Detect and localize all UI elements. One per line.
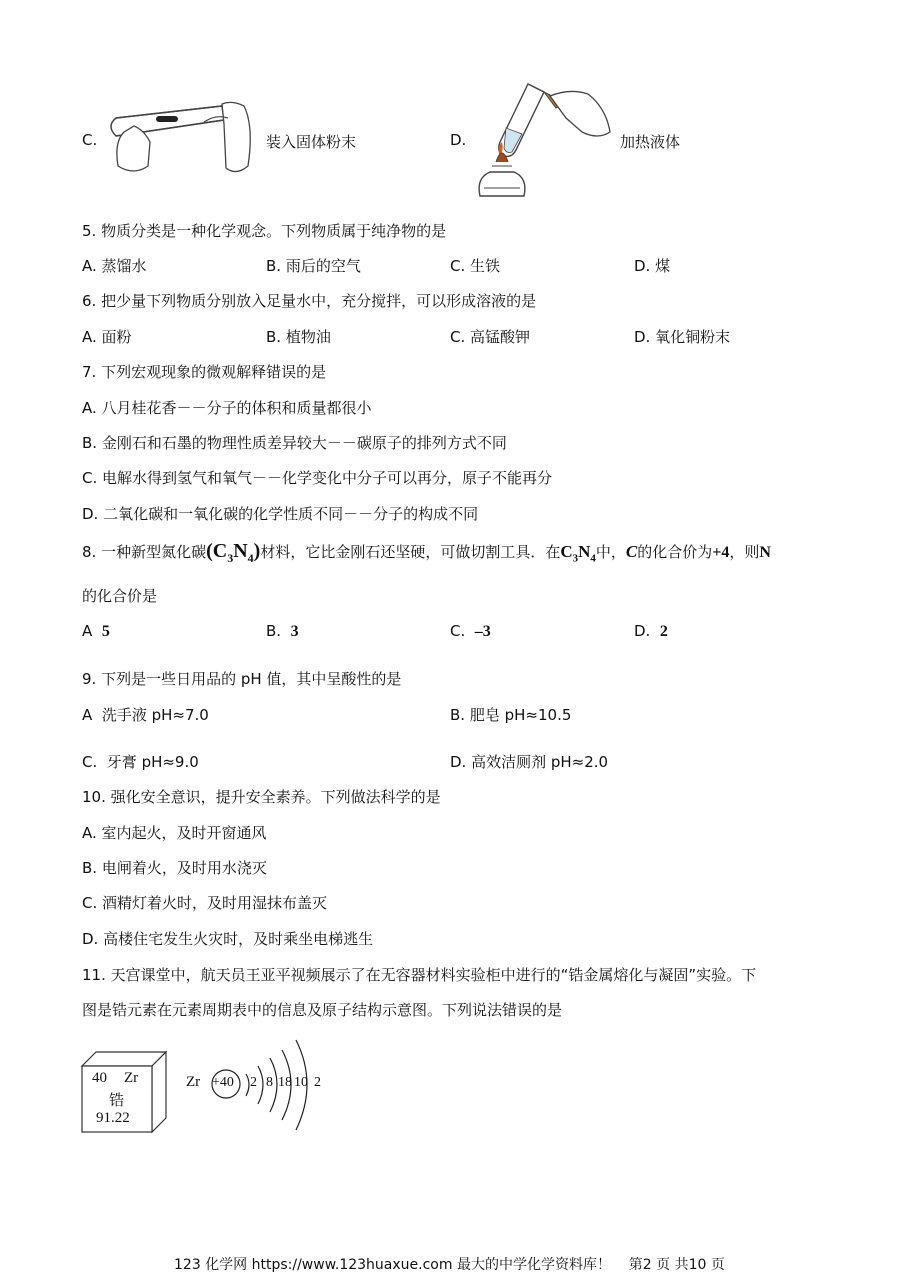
q8-formula-inline: $C_3N_4$ [560, 542, 596, 565]
q9-option-c-text: 牙膏 pH≈9.0 [106, 753, 199, 771]
q9-option-d [450, 751, 608, 772]
formula-sub3: 3 [227, 551, 234, 565]
atom-shell-3: 18 [278, 1075, 292, 1090]
q9-stem: 9. 下列是一些日用品的 pH 值，其中呈酸性的是 [82, 670, 402, 688]
q9-option-a [82, 704, 209, 725]
q4-option-d-label: D. [450, 131, 467, 149]
formula-open: (C [206, 540, 228, 562]
q6-option-b: B. 植物油 [266, 328, 331, 346]
q8-option-b-value: 3 [290, 623, 299, 640]
q11-stem-line2: 图是锆元素在元素周期表中的信息及原子结构示意图。下列说法错误的是 [82, 1001, 563, 1019]
q9-option-a-text: 洗手液 pH≈7.0 [101, 706, 209, 724]
q9-option-b-text: 肥皂 pH≈10.5 [469, 706, 572, 724]
q9-option-a-label: A [82, 706, 93, 724]
atom-shell-4: 10 [294, 1075, 308, 1090]
atom-shell-2: 8 [266, 1075, 273, 1090]
q8-option-b [266, 622, 299, 641]
q9-option-b-label: B. [450, 706, 466, 724]
element-symbol: Zr [124, 1070, 139, 1086]
footer-site-text: 123 化学网 https://www.123huaxue.com 最大的中学化学资料库！ [174, 1257, 611, 1273]
q5-option-a: A. 蒸馏水 [82, 257, 147, 275]
q4-option-c-text: 装入固体粉末 [266, 133, 357, 151]
q8-stem-c: 中， [595, 543, 626, 561]
q5-stem: 5. 物质分类是一种化学观念。下列物质属于纯净物的是 [82, 222, 447, 240]
q8-stem-a: 8. 一种新型氮化碳 [82, 543, 207, 561]
footer-page-number: 第2 页 共10 页 [628, 1257, 725, 1273]
q8-option-d [634, 622, 668, 641]
formula-close: ) [253, 540, 261, 562]
atom-shell-5: 2 [314, 1075, 321, 1090]
q8-option-c-value: –3 [474, 623, 491, 640]
q10-option-b: B. 电闸着火，及时用水浇灭 [82, 859, 267, 877]
element-atomic-number: 40 [92, 1070, 107, 1086]
formula-n: N [233, 540, 248, 562]
q8-stem-b: 材料，它比金刚石还坚硬，可做切割工具．在 [260, 543, 561, 561]
q6-option-d: D. 氧化铜粉末 [634, 328, 731, 346]
element-atomic-mass: 91.22 [96, 1110, 130, 1126]
formula-sub4: 4 [247, 551, 254, 565]
q8-stem-line1 [82, 540, 771, 566]
q8-stem-e: ，则 [729, 543, 760, 561]
q8-option-d-value: 2 [659, 623, 668, 640]
q7-option-b: B. 金刚石和石墨的物理性质差异较大－－碳原子的排列方式不同 [82, 434, 507, 452]
q6-stem: 6. 把少量下列物质分别放入足量水中，充分搅拌，可以形成溶液的是 [82, 292, 537, 310]
q7-option-c: C. 电解水得到氢气和氧气－－化学变化中分子可以再分，原子不能再分 [82, 469, 553, 487]
q8-option-a [82, 622, 110, 641]
q5-option-b: B. 雨后的空气 [266, 257, 361, 275]
page-footer [174, 1254, 725, 1274]
q10-option-c: C. 酒精灯着火时，及时用湿抹布盖灭 [82, 894, 328, 912]
q4-option-d-text: 加热液体 [620, 133, 681, 151]
q8-stem-d: 的化合价为 [637, 543, 713, 561]
q7-stem: 7. 下列宏观现象的微观解释错误的是 [82, 363, 327, 381]
q9-option-c-label: C. [82, 753, 98, 771]
q8-carbon-symbol: C [625, 542, 638, 561]
element-name: 锆 [109, 1091, 125, 1109]
q8-option-c-label: C. [450, 622, 466, 640]
q8-option-b-label: B. [266, 622, 282, 640]
atom-symbol: Zr [186, 1074, 201, 1090]
q9-option-d-label: D. [450, 753, 467, 771]
q4-option-c-label: C. [82, 131, 98, 149]
q7-option-a: A. 八月桂花香－－分子的体积和质量都很小 [82, 399, 372, 417]
q9-option-b [450, 704, 571, 725]
q8-valence: +4 [712, 544, 730, 561]
atom-shell-1: 2 [250, 1075, 257, 1090]
q8-option-a-value: 5 [101, 623, 110, 640]
q10-option-a: A. 室内起火，及时开窗通风 [82, 824, 267, 842]
q8-nitrogen-symbol: N [759, 544, 771, 561]
q5-option-c: C. 生铁 [450, 257, 501, 275]
q7-option-d: D. 二氧化碳和一氧化碳的化学性质不同－－分子的构成不同 [82, 505, 479, 523]
q9-option-d-text: 高效洁厕剂 pH≈2.0 [471, 753, 609, 771]
q8-stem-line2: 的化合价是 [82, 587, 158, 605]
test-tube-powder-illustration [104, 96, 262, 178]
q8-option-a-label: A [82, 622, 93, 640]
q11-stem-line1: 11. 天宫课堂中，航天员王亚平视频展示了在无容器材料实验柜中进行的“锆金属熔化与凝固”实验。下 [82, 966, 757, 984]
q8-option-d-label: D. [634, 622, 651, 640]
q8-formula [206, 540, 261, 565]
q10-option-d: D. 高楼住宅发生火灾时，及时乘坐电梯逃生 [82, 930, 374, 948]
heating-liquid-illustration [470, 78, 620, 206]
q8-option-c [450, 622, 491, 641]
q10-stem: 10. 强化安全意识，提升安全素养。下列做法科学的是 [82, 788, 441, 806]
q6-option-a: A. 面粉 [82, 328, 132, 346]
q5-option-d: D. 煤 [634, 257, 671, 275]
q9-option-c [82, 751, 199, 772]
atom-nucleus-charge: +40 [212, 1075, 234, 1090]
q6-option-c: C. 高锰酸钾 [450, 328, 531, 346]
